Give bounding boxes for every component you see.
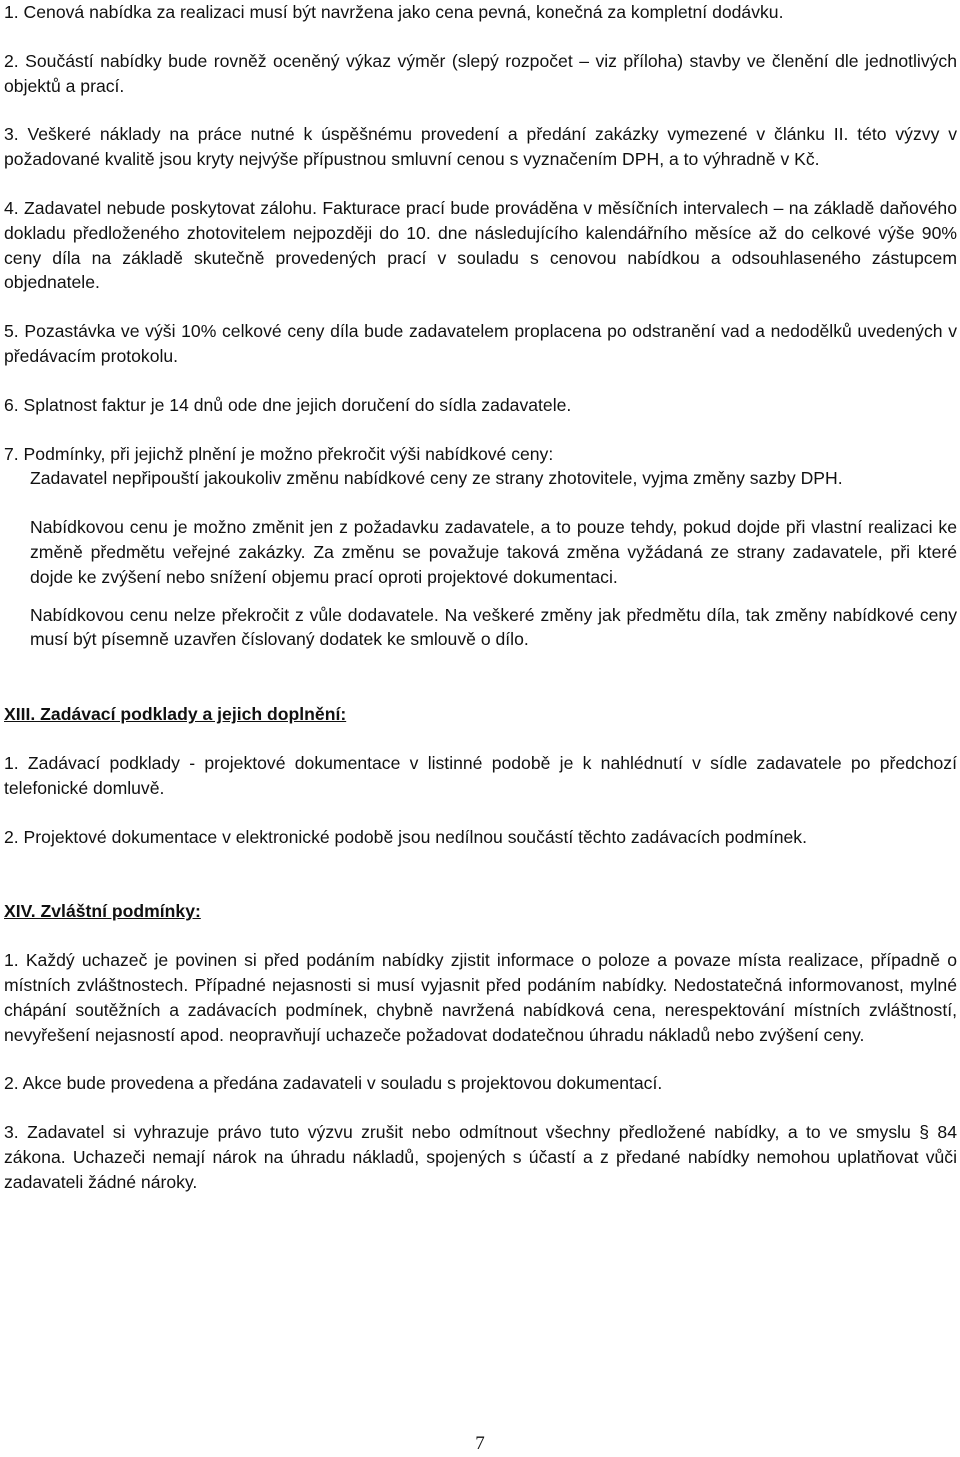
document-page	[4, 0, 957, 1195]
section-xiv-paragraph-3: 3. Zadavatel si vyhrazuje právo tuto výzvu zrušit nebo odmítnout všechny předložené nabídky, a to ve smyslu § 84 zákona. Uchazeči nemají nárok na úhradu nákladů, spojených s účastí a z předané nabídky nemohou uplatňovat vůči zadavateli žádné nároky.	[4, 1122, 957, 1192]
section-xiv-heading: XIV. Zvláštní podmínky:	[4, 901, 201, 922]
section-xiii-paragraph-1: 1. Zadávací podklady - projektové dokumentace v listinné podobě je k nahlédnutí v sídle zadavatele po předchozí telefonické domluvě.	[4, 752, 957, 798]
section-xiv-paragraph-1: 1. Každý uchazeč je povinen si před podáním nabídky zjistit informace o poloze a povaze místa realizace, případně o místních zvláštnostech. Případné nejasnosti si musí vyjasnit před podáním nabídky. Nedostatečná informovanost, mylné chápání soutěžních a zadávacích podmínek, chybně navržená nabídková cena, nerespektování místních zvláštností, nevyřešení nejasností apod. neopravňují uchazeče požadovat dodatečnou úhradu nákladů nebo zvýšení ceny.	[4, 950, 957, 1045]
page-number: 7	[475, 1433, 485, 1454]
pricing-paragraph-2: 2. Součástí nabídky bude rovněž oceněný výkaz výměr (slepý rozpočet – viz příloha) stavby ve členění dle jednotlivých objektů a prací.	[4, 50, 957, 96]
pricing-paragraph-5: 5. Pozastávka ve výši 10% celkové ceny díla bude zadavatelem proplacena po odstranění vad a nedodělků uvedených v předávacím protokolu.	[4, 321, 957, 366]
section-xiii-paragraph-2: 2. Projektové dokumentace v elektronické podobě jsou nedílnou součástí těchto zadávacích podmínek.	[4, 826, 807, 847]
pricing-paragraph-1: 1. Cenová nabídka za realizaci musí být navržena jako cena pevná, konečná za kompletní dodávku.	[4, 2, 784, 22]
pricing-paragraph-7a: Zadavatel nepřipouští jakoukoliv změnu nabídkové ceny ze strany zhotovitele, vyjma změny sazby DPH.	[30, 468, 843, 489]
section-xiii-heading: XIII. Zadávací podklady a jejich doplnění:	[4, 704, 347, 725]
section-xiv-paragraph-2: 2. Akce bude provedena a předána zadavateli v souladu s projektovou dokumentací.	[4, 1073, 663, 1094]
pricing-paragraph-6: 6. Splatnost faktur je 14 dnů ode dne jejich doručení do sídla zadavatele.	[4, 394, 572, 415]
pricing-paragraph-3: 3. Veškeré náklady na práce nutné k úspěšnému provedení a předání zakázky vymezené v článku II. této výzvy v požadované kvalitě jsou kryty nejvýše přípustnou smluvní cenou s vyznačením DPH, a to výhradně v Kč.	[4, 124, 957, 170]
pricing-paragraph-7b: Nabídkovou cenu je možno změnit jen z požadavku zadavatele, a to pouze tehdy, pokud dojde při vlastní realizaci ke změně předmětu veřejné zakázky. Za změnu se považuje taková změna vyžádaná ze strany zadavatele, při které dojde ke zvýšení nebo snížení objemu prací oproti projektové dokumentaci.	[30, 517, 957, 587]
pricing-paragraph-7-title: 7. Podmínky, při jejichž plnění je možno překročit výši nabídkové ceny:	[4, 443, 554, 464]
pricing-paragraph-7c: Nabídkovou cenu nelze překročit z vůle dodavatele. Na veškeré změny jak předmětu díla, tak změny nabídkové ceny musí být písemně uzavřen číslovaný dodatek ke smlouvě o dílo.	[30, 604, 957, 650]
pricing-paragraph-4: 4. Zadavatel nebude poskytovat zálohu. Fakturace prací bude prováděna v měsíčních intervalech – na základě daňového dokladu předloženého zhotovitelem nejpozději do 10. dne následujícího kalendářního měsíce až do celkové výše 90% ceny díla na základě skutečně provedených prací v souladu s cenovou nabídkou a odsouhlaseného zástupcem objednatele.	[4, 197, 957, 293]
